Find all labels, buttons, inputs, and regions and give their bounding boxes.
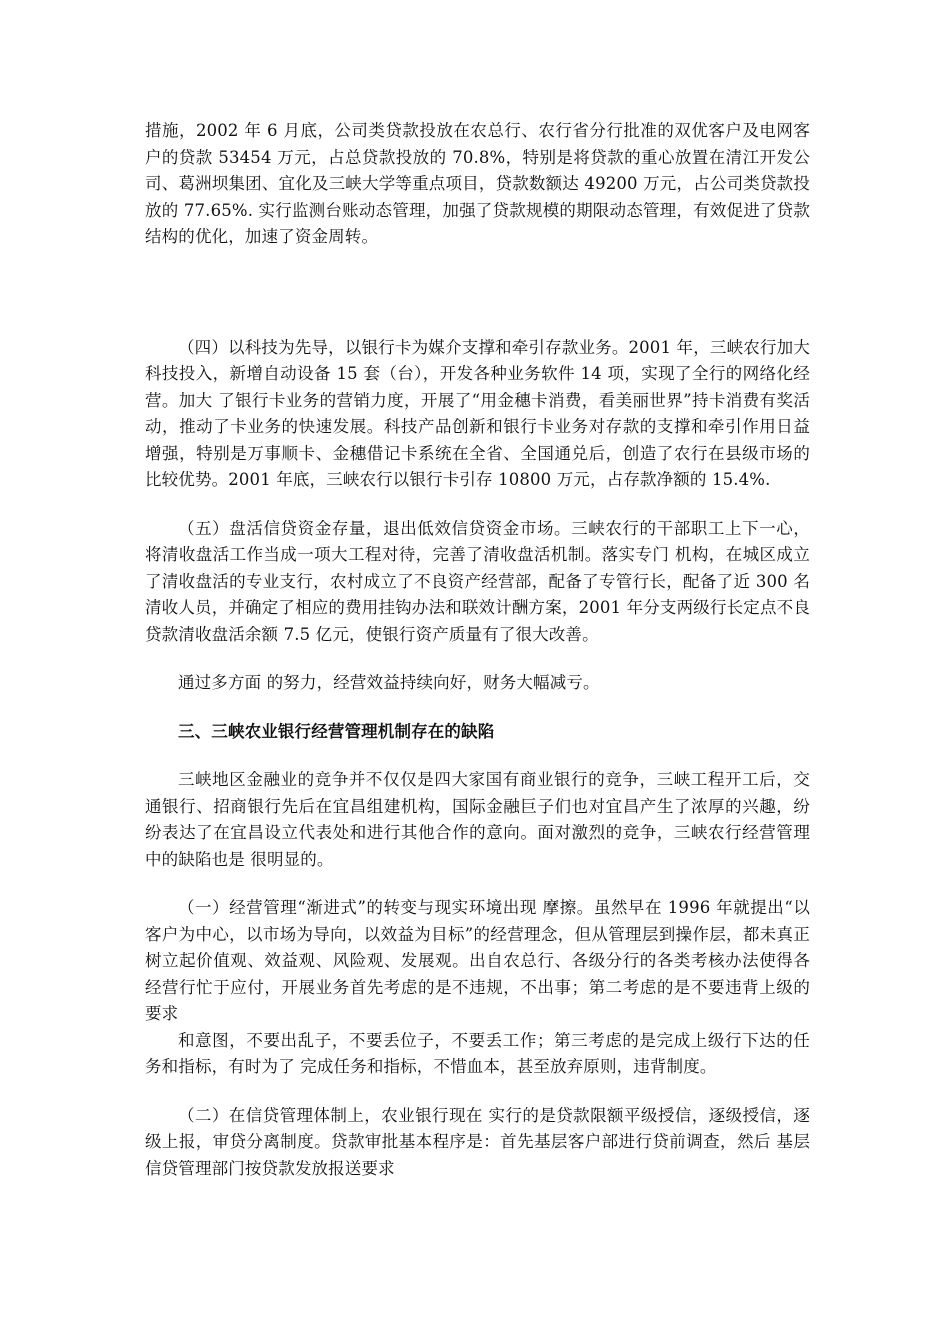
paragraph-management-transition <box>145 895 810 1081</box>
paragraph-financial-competition: 三峡地区金融业的竞争并不仅仅是四大家国有商业银行的竞争，三峡工程开工后，交通银行、招商银行先后在宜昌组建机构，国际金融巨子们也对宜昌产生了浓厚的兴趣，纷纷表达了在宜昌设立代表处和进行其他合作的意向。面对激烈的竞争，三峡农行经营管理中的缺陷也是 很明显的。 <box>145 770 810 869</box>
paragraph-management-transition-part-one: （一）经营管理“渐进式”的转变与现实环境出现 摩擦。虽然早在 1996 年就提出“以客户为中心，以市场为导向，以效益为目标”的经营理念，但从管理层到操作层，都未真正树立起价值观、效益观、风险观、发展观。出自农总行、各级分行的各类考核办法使得各经营行忙于应付，开展业务首先考虑的是不违规，不出事；第二考虑的是不要违背上级的要求 <box>145 898 810 1023</box>
paragraph-technology-bank-card: （四）以科技为先导，以银行卡为媒介支撑和牵引存款业务。2001 年，三峡农行加大 科技投入，新增自动设备 15 套（台），开发各种业务软件 14 项，实现了全行的网络化经营。加大 了银行卡业务的营销力度，开展了“用金穗卡消费，看美丽世界”持卡消费有奖活动，推动了卡业务的快速发展。科技产品创新和银行卡业务对存款的支撑和牵引作用日益增强，特别是万事顺卡、金穗借记卡系统在全省、全国通兑后，创造了农行在县级市场的比较优势。2001 年底，三峡农行以银行卡引存 10800 万元，占存款净额的 15.4%. <box>145 337 810 489</box>
paragraph-credit-management-system: （二）在信贷管理体制上，农业银行现在 实行的是贷款限额平级授信，逐级授信，逐级上报，审贷分离制度。贷款审批基本程序是：首先基层客户部进行贷前调查，然后 基层信贷管理部门按贷款发放报送要求 <box>145 1105 810 1178</box>
section-heading-management-defects: 三、三峡农业银行经营管理机制存在的缺陷 <box>178 721 495 741</box>
paragraph-operating-results: 通过多方面 的努力，经营效益持续向好，财务大幅减亏。 <box>178 673 600 692</box>
paragraph-loan-structure: 措施，2002 年 6 月底，公司类贷款投放在农总行、农行省分行批准的双优客户及电网客户的贷款 53454 万元，占总贷款投放的 70.8%，特别是将贷款的重心放置在清江开发公司、葛洲坝集团、宜化及三峡大学等重点项目，贷款数额达 49200 万元，占公司类贷款投放的 77.65%. 实行监测台账动态管理，加强了贷款规模的期限动态管理，有效促进了贷款结构的优化，加速了资金周转。 <box>145 121 810 246</box>
paragraph-management-transition-part-two: 和意图，不要出乱子，不要丢位子，不要丢工作；第三考虑的是完成上级行下达的任务和指标，有时为了 完成任务和指标，不惜血本，甚至放弃原则，违背制度。 <box>145 1030 810 1076</box>
paragraph-credit-asset-recovery: （五）盘活信贷资金存量，退出低效信贷资金市场。三峡农行的干部职工上下一心，将清收盘活工作当成一项大工程对待，完善了清收盘活机制。落实专门 机构，在城区成立了清收盘活的专业支行，农村成立了不良资产经营部，配备了专管行长，配备了近 300 名清收人员，并确定了相应的费用挂钩办法和联效计酬方案，2001 年分支两级行长定点不良贷款清收盘活余额 7.5 亿元，使银行资产质量有了很大改善。 <box>145 518 810 644</box>
document-body <box>145 118 810 1182</box>
